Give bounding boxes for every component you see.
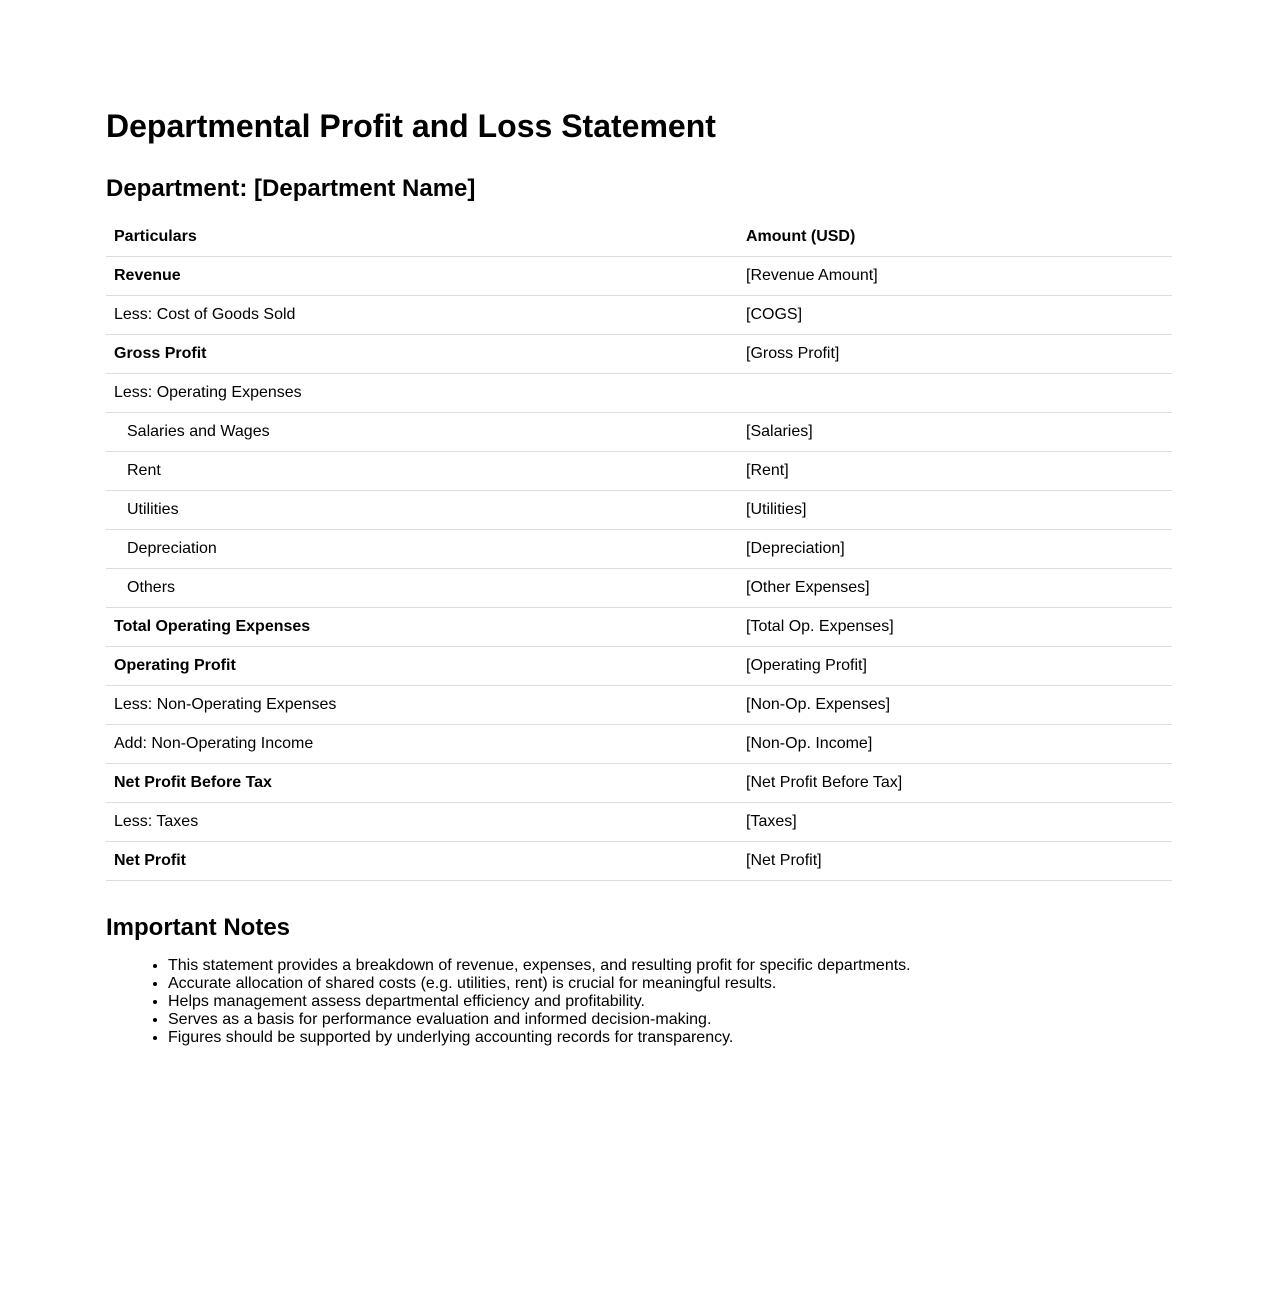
table-row (106, 413, 1172, 452)
table-row (106, 608, 1172, 647)
row-particular: Less: Cost of Goods Sold (106, 296, 738, 335)
note-item: • Accurate allocation of shared costs (e.g. utilities, rent) is crucial for meaningful results. (168, 975, 1172, 993)
row-amount: [Net Profit Before Tax] (738, 764, 1172, 803)
row-amount: [Total Op. Expenses] (738, 608, 1172, 647)
row-amount: [Revenue Amount] (738, 257, 1172, 296)
table-row (106, 530, 1172, 569)
row-amount: [Non-Op. Income] (738, 725, 1172, 764)
table-row (106, 725, 1172, 764)
row-particular: Depreciation (106, 530, 738, 569)
row-particular: Less: Operating Expenses (106, 374, 738, 413)
row-particular: Less: Taxes (106, 803, 738, 842)
row-particular: Add: Non-Operating Income (106, 725, 738, 764)
row-particular: Less: Non-Operating Expenses (106, 686, 738, 725)
header-amount: Amount (USD) (738, 218, 1172, 257)
row-amount: [Utilities] (738, 491, 1172, 530)
row-particular: Total Operating Expenses (106, 608, 738, 647)
row-particular: Utilities (106, 491, 738, 530)
table-row (106, 374, 1172, 413)
table-header-row (106, 218, 1172, 257)
row-amount: [Non-Op. Expenses] (738, 686, 1172, 725)
row-amount: [Salaries] (738, 413, 1172, 452)
table-row (106, 335, 1172, 374)
table-row (106, 569, 1172, 608)
table-body (106, 257, 1172, 881)
row-amount: [Gross Profit] (738, 335, 1172, 374)
row-amount: [Other Expenses] (738, 569, 1172, 608)
row-particular: Net Profit (106, 842, 738, 881)
row-amount: [COGS] (738, 296, 1172, 335)
table-row (106, 686, 1172, 725)
row-particular: Gross Profit (106, 335, 738, 374)
note-item: • This statement provides a breakdown of revenue, expenses, and resulting profit for specific departments. (168, 957, 1172, 975)
notes-title: Important Notes (106, 914, 291, 941)
row-particular: Operating Profit (106, 647, 738, 686)
row-particular: Revenue (106, 257, 738, 296)
department-heading: Department: [Department Name] (106, 175, 476, 202)
table-row (106, 842, 1172, 881)
row-amount: [Net Profit] (738, 842, 1172, 881)
row-particular: Rent (106, 452, 738, 491)
row-amount: [Operating Profit] (738, 647, 1172, 686)
table-row (106, 257, 1172, 296)
profit-loss-table (106, 218, 1172, 881)
table-row (106, 803, 1172, 842)
header-particulars: Particulars (106, 218, 738, 257)
table-row (106, 647, 1172, 686)
row-amount (738, 374, 1172, 413)
row-amount: [Depreciation] (738, 530, 1172, 569)
row-particular: Salaries and Wages (106, 413, 738, 452)
table-row (106, 764, 1172, 803)
note-item: • Helps management assess departmental efficiency and profitability. (168, 993, 1172, 1011)
page-title: Departmental Profit and Loss Statement (106, 108, 716, 144)
note-item: • Serves as a basis for performance evaluation and informed decision-making. (168, 1011, 1172, 1029)
row-amount: [Rent] (738, 452, 1172, 491)
note-item: • Figures should be supported by underlying accounting records for transparency. (168, 1029, 1172, 1047)
row-amount: [Taxes] (738, 803, 1172, 842)
table-row (106, 296, 1172, 335)
table-row (106, 491, 1172, 530)
table-row (106, 452, 1172, 491)
row-particular: Others (106, 569, 738, 608)
notes-list (106, 957, 1172, 1047)
row-particular: Net Profit Before Tax (106, 764, 738, 803)
